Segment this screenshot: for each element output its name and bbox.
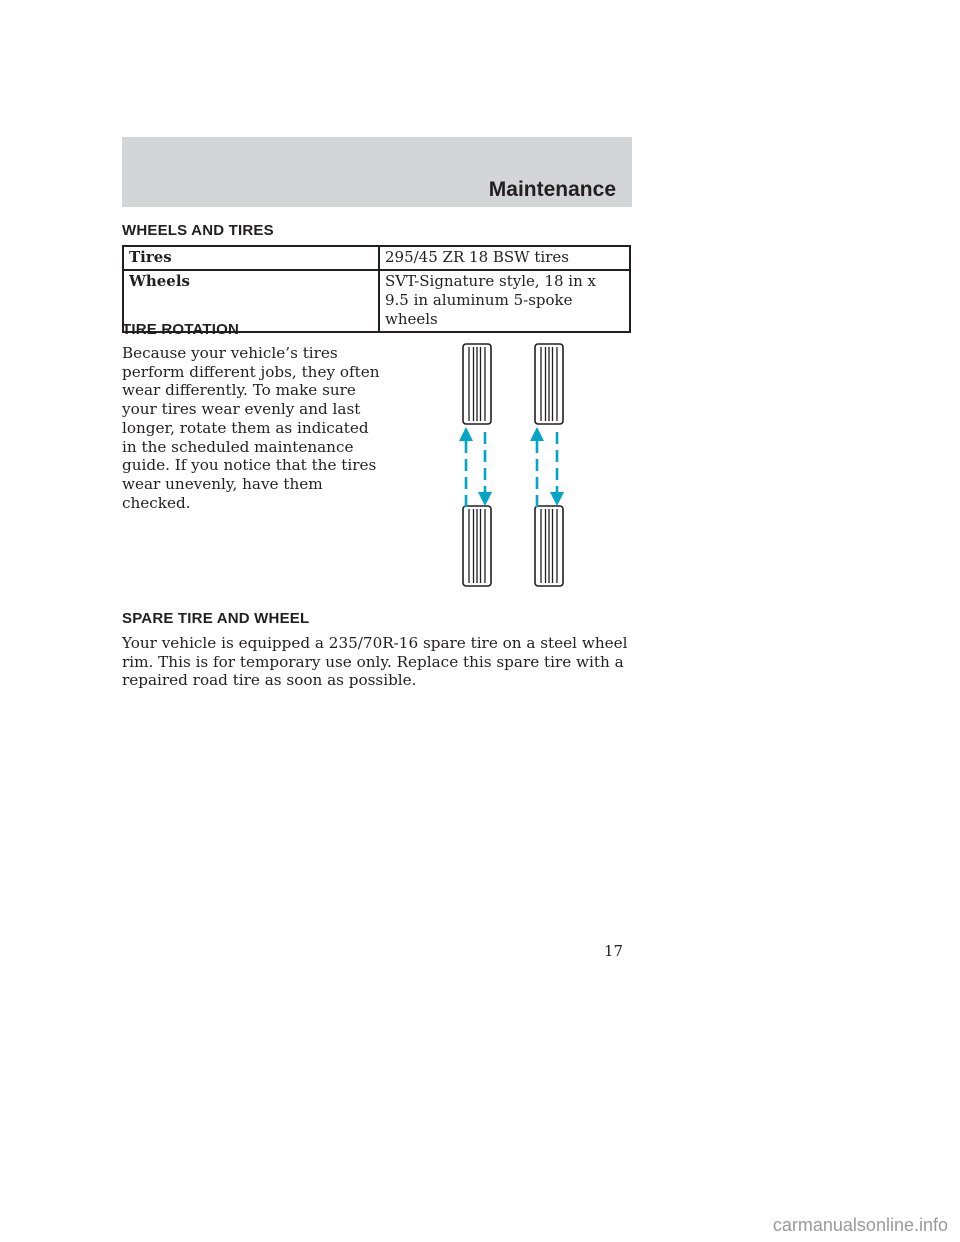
- header-band: [122, 137, 632, 207]
- spare-tire-paragraph: Your vehicle is equipped a 235/70R-16 spare tire on a steel wheel rim. This is for temporary use only. Replace this spare tire with a repaired road tire as soon as possible.: [122, 634, 628, 690]
- rear-right-tire: [535, 506, 563, 586]
- page-number: 17: [604, 942, 624, 960]
- wheels-and-tires-heading: WHEELS AND TIRES: [122, 222, 274, 239]
- arrow-down-icon: [478, 492, 492, 506]
- arrow-up-icon: [530, 427, 544, 441]
- table-cell-value: 295/45 ZR 18 BSW tires: [379, 246, 630, 270]
- spare-tire-heading: SPARE TIRE AND WHEEL: [122, 610, 310, 627]
- tire-rotation-heading: TIRE ROTATION: [122, 321, 240, 338]
- wheels-tires-table: [122, 245, 631, 333]
- arrow-down-icon: [550, 492, 564, 506]
- tire-rotation-diagram: [455, 340, 575, 590]
- table-cell-label: Wheels: [123, 270, 379, 332]
- front-right-tire: [535, 344, 563, 424]
- watermark: carmanualsonline.info: [772, 1215, 948, 1235]
- rear-left-tire: [463, 506, 491, 586]
- table-row: [123, 246, 630, 270]
- arrow-up-icon: [459, 427, 473, 441]
- table-cell-value: SVT-Signature style, 18 in x 9.5 in aluminum 5-spoke wheels: [379, 270, 630, 332]
- table-cell-label: Tires: [123, 246, 379, 270]
- front-left-tire: [463, 344, 491, 424]
- tire-rotation-paragraph: Because your vehicle’s tires perform different jobs, they often wear differently. To make sure your tires wear evenly and last longer, rotate them as indicated in the scheduled maintenance guide. If you notice that the tires wear unevenly, have them checked.: [122, 344, 380, 512]
- section-title: Maintenance: [488, 178, 616, 201]
